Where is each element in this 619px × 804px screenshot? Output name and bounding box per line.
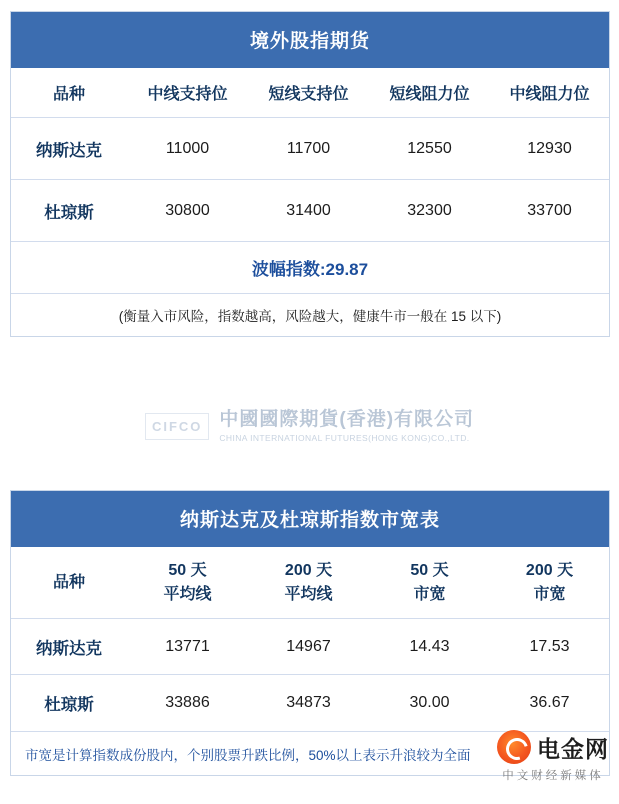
- table1-row1-val0: 30800: [165, 201, 210, 219]
- table2-row0-name: 纳斯达克: [36, 639, 102, 658]
- table2-row1-val1: 34873: [286, 694, 331, 711]
- table2-row1-val2: 30.00: [409, 694, 450, 711]
- table-row: [11, 675, 609, 731]
- table2-row0-val0: 13771: [165, 637, 210, 655]
- table1-row0-val0: 11000: [165, 139, 210, 157]
- table2-row1-name: 杜琼斯: [44, 696, 94, 714]
- table2-header-row: [11, 547, 609, 619]
- table1-row1-val2: 32300: [407, 201, 452, 219]
- table1-title: 境外股指期货: [11, 12, 609, 68]
- site-name: 电金网: [537, 735, 609, 762]
- table2-col-1-line1: 50 天: [168, 562, 207, 580]
- table2-col-3: [369, 547, 490, 618]
- table2-title: 纳斯达克及杜琼斯指数市宽表: [11, 491, 609, 547]
- table2-col-4-line1: 200 天: [525, 562, 574, 580]
- table1-row0-name: 纳斯达克: [36, 141, 102, 160]
- table2-col-0: [11, 547, 127, 618]
- table1-row0-val2: 12550: [407, 139, 452, 157]
- table1-row1-name: 杜琼斯: [44, 203, 94, 222]
- volatility-index-row: 波幅指数:29.87: [11, 242, 609, 294]
- company-name-en: CHINA INTERNATIONAL FUTURES(HONG KONG)CO.,LTD.: [219, 432, 470, 443]
- table1-col-3: 短线阻力位: [389, 86, 470, 103]
- table1-header-row: [11, 68, 609, 118]
- company-watermark: [0, 396, 619, 456]
- table2-col-4: [490, 547, 609, 618]
- table2-col-2-line2: 平均线: [284, 585, 333, 603]
- table2-col-0-line1: 品种: [52, 573, 85, 591]
- table-row: [11, 118, 609, 180]
- table1-col-4: 中线阻力位: [509, 86, 590, 103]
- table2-note: 市宽是计算指数成份股内，个别股票升跌比例，50%以上表示升浪较为全面: [11, 731, 609, 775]
- table2-row0-val1: 14967: [286, 637, 331, 655]
- table1-col-1: 中线支持位: [147, 86, 228, 103]
- site-watermark: [497, 730, 609, 783]
- table2-col-3-line2: 市宽: [413, 585, 446, 603]
- table2-row1-val0: 33886: [165, 694, 210, 711]
- table2-col-1-line2: 平均线: [163, 585, 212, 603]
- overseas-index-futures-table: [10, 11, 610, 337]
- table2-row0-val2: 14.43: [409, 637, 450, 655]
- table2-col-2: [248, 547, 369, 618]
- table2-col-1: [127, 547, 248, 618]
- table2-col-2-line1: 200 天: [284, 562, 333, 580]
- table1-col-0: 品种: [52, 86, 85, 103]
- table-row: [11, 619, 609, 675]
- table1-row0-val1: 11700: [286, 139, 331, 157]
- table2-row1-val3: 36.67: [529, 694, 570, 711]
- company-name-block: [219, 409, 474, 444]
- company-name-cn: 中國國際期貨(香港)有限公司: [219, 408, 475, 430]
- cifco-logo-icon: CIFCO: [145, 413, 209, 440]
- table2-col-3-line1: 50 天: [410, 562, 449, 580]
- table2-col-4-line2: 市宽: [533, 585, 566, 603]
- table1-row1-val1: 31400: [286, 201, 331, 219]
- table-row: [11, 180, 609, 242]
- table1-col-2: 短线支持位: [268, 86, 349, 103]
- flame-logo-icon: [497, 730, 531, 764]
- table1-note: (衡量入市风险，指数越高，风险越大，健康牛市一般在 15 以下): [118, 309, 502, 324]
- table1-row1-val3: 33700: [527, 201, 572, 219]
- site-subtitle: 中文财经新媒体: [502, 770, 604, 782]
- table2-row0-val3: 17.53: [529, 637, 570, 655]
- site-watermark-row: [497, 730, 609, 764]
- table1-row0-val3: 12930: [527, 139, 572, 157]
